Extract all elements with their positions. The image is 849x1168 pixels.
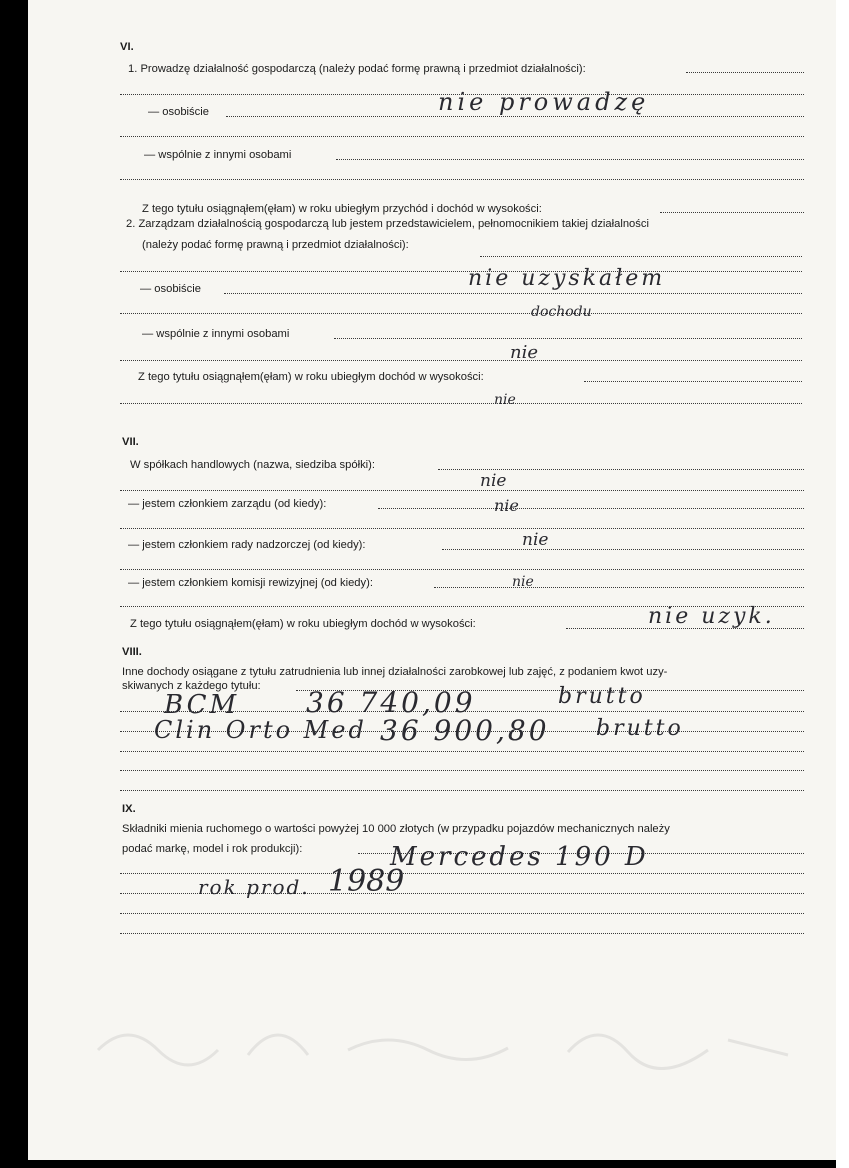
vi-item2-text-line1: 2. Zarządzam działalnością gospodarczą lub jestem przedstawicielem, pełnomocnikiem takiej działalności	[126, 218, 649, 230]
vii-board-answer: nie	[494, 496, 519, 515]
vi-item1-personal-label: — osobiście	[148, 106, 209, 118]
dotted-line	[434, 587, 804, 588]
ix-text-line2: podać markę, model i rok produkcji):	[122, 843, 303, 855]
dotted-line	[660, 212, 804, 213]
viii-entry-2-amount: 36 900,80	[380, 714, 550, 747]
vii-income-answer: nie uzyk.	[648, 604, 775, 629]
ix-year-label: rok prod.	[198, 875, 310, 899]
vii-supervisory-label: — jestem członkiem rady nadzorczej (od kiedy):	[128, 539, 366, 551]
vi-item1-text: 1. Prowadzę działalność gospodarczą (należy podać formę prawną i przedmiot działalności):	[128, 63, 586, 75]
viii-text-line1: Inne dochody osiągane z tytułu zatrudnienia lub innej działalności zarobkowej lub zajęć, z podaniem kwot uzy-	[122, 666, 668, 678]
dotted-line	[438, 469, 804, 470]
scan-edge	[836, 0, 849, 1168]
vii-intro: W spółkach handlowych (nazwa, siedziba spółki):	[130, 459, 375, 471]
section-viii-heading: VIII.	[122, 646, 142, 658]
dotted-line	[120, 313, 802, 314]
section-ix-heading: IX.	[122, 803, 136, 815]
dotted-line	[378, 508, 804, 509]
vi-item2-answer2: dochodu	[531, 304, 592, 320]
vi-item2-joint-label: — wspólnie z innymi osobami	[142, 328, 290, 340]
section-vii-heading: VII.	[122, 436, 139, 448]
viii-text-line2: skiwanych z każdego tytułu:	[122, 680, 261, 692]
vii-intro-answer: nie	[480, 471, 507, 491]
dotted-line	[226, 116, 804, 117]
show-through-signature	[88, 1010, 808, 1070]
viii-entry-1-amount: 36 740,09	[306, 686, 476, 719]
dotted-line	[442, 549, 804, 550]
vi-item2-joint-answer: nie	[510, 342, 539, 363]
dotted-line	[334, 338, 802, 339]
dotted-line	[120, 136, 804, 137]
section-vi-heading: VI.	[120, 41, 134, 53]
vii-audit-answer: nie	[512, 574, 534, 590]
viii-entry-1-note: brutto	[558, 684, 646, 709]
vi-item2-personal-answer: nie uzyskałem	[468, 266, 666, 291]
dotted-line	[584, 381, 802, 382]
dotted-line	[120, 179, 804, 180]
ix-year: 1989	[328, 864, 405, 899]
dotted-line	[120, 360, 802, 361]
dotted-line	[686, 72, 804, 73]
vii-audit-label: — jestem członkiem komisji rewizyjnej (od kiedy):	[128, 577, 373, 589]
vii-income-text: Z tego tytułu osiągnąłem(ęłam) w roku ubiegłym dochód w wysokości:	[130, 618, 476, 630]
dotted-line	[120, 770, 804, 771]
vi-item2-text-line2: (należy podać formę prawną i przedmiot działalności):	[142, 239, 409, 251]
dotted-line	[336, 159, 804, 160]
dotted-line	[120, 403, 802, 404]
dotted-line	[120, 913, 804, 914]
dotted-line	[120, 528, 804, 529]
dotted-line	[120, 271, 802, 272]
vi-item1-income-text: Z tego tytułu osiągnąłem(ęłam) w roku ubiegłym przychód i dochód w wysokości:	[142, 203, 542, 215]
vi-item1-joint-label: — wspólnie z innymi osobami	[144, 149, 292, 161]
dotted-line	[224, 293, 802, 294]
dotted-line	[120, 790, 804, 791]
vi-item2-income-text: Z tego tytułu osiągnąłem(ęłam) w roku ubiegłym dochód w wysokości:	[138, 371, 484, 383]
vi-item2-income-answer: nie	[494, 392, 516, 408]
ix-vehicle: Mercedes 190 D	[390, 842, 649, 872]
dotted-line	[120, 933, 804, 934]
viii-entry-1-source: BCM	[164, 690, 240, 720]
ix-text-line1: Składniki mienia ruchomego o wartości powyżej 10 000 złotych (w przypadku pojazdów mechanicznych należy	[122, 823, 670, 835]
dotted-line	[120, 873, 804, 874]
document-page	[28, 0, 836, 1160]
vi-item2-personal-label: — osobiście	[140, 283, 201, 295]
dotted-line	[480, 256, 802, 257]
viii-entry-2-source: Clin Orto Med	[154, 716, 367, 744]
dotted-line	[120, 751, 804, 752]
vii-board-label: — jestem członkiem zarządu (od kiedy):	[128, 498, 327, 510]
dotted-line	[120, 490, 804, 491]
viii-entry-2-note: brutto	[596, 716, 684, 741]
vii-supervisory-answer: nie	[522, 530, 549, 550]
dotted-line	[120, 569, 804, 570]
vi-item1-personal-answer: nie prowadzę	[438, 88, 650, 116]
